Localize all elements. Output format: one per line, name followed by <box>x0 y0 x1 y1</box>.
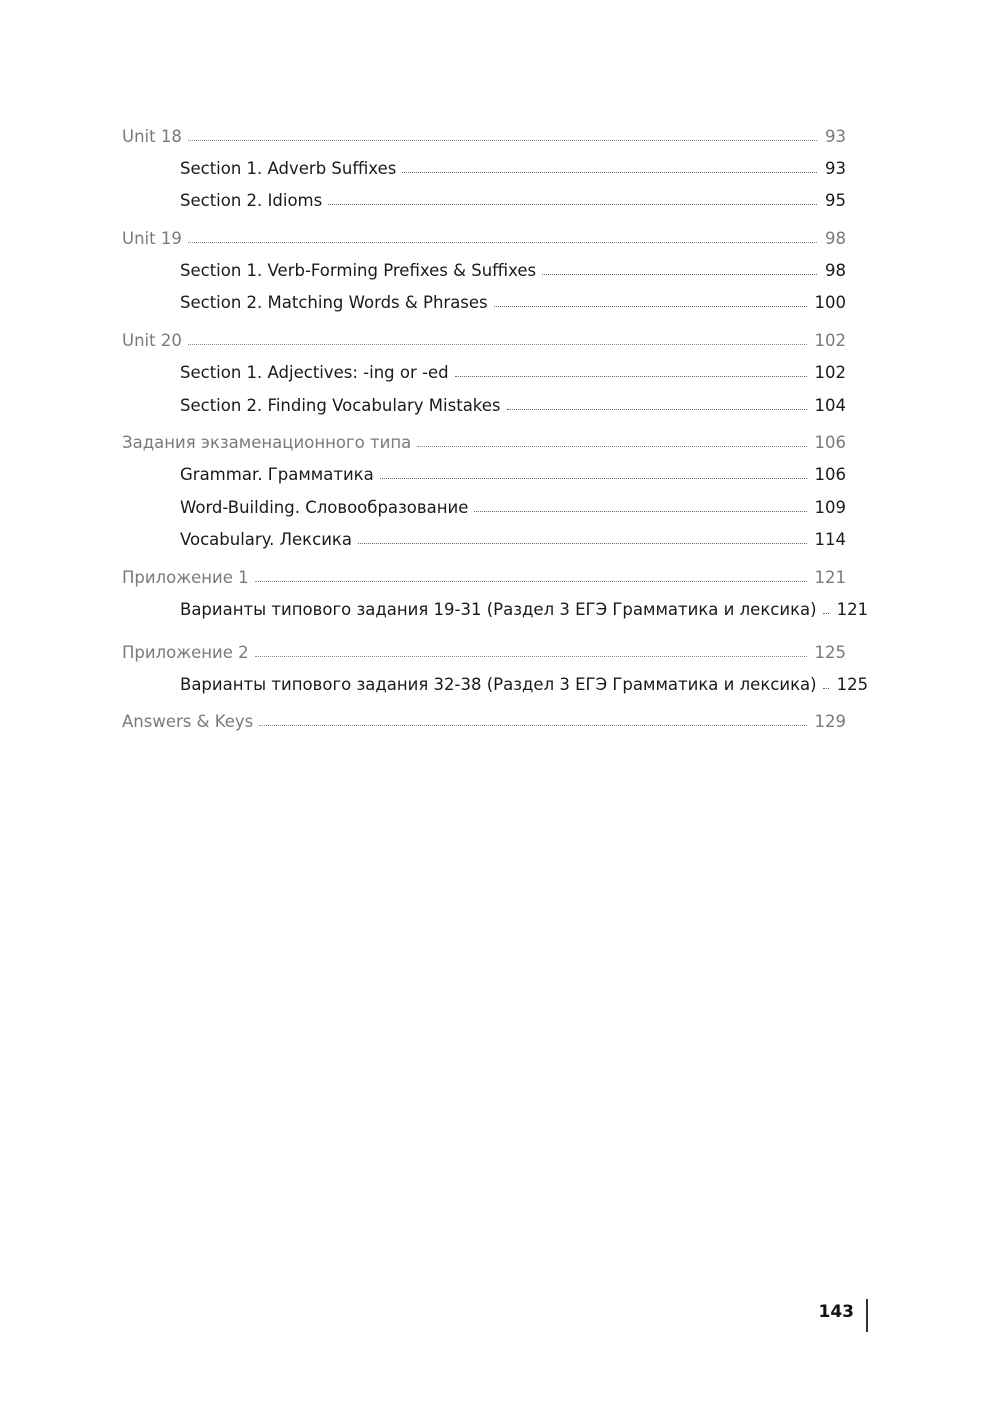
toc-entry-page: 106 <box>814 465 846 484</box>
dot-leader <box>188 340 807 345</box>
toc-entry-page: 106 <box>814 433 846 452</box>
toc-entry-page: 95 <box>825 191 846 210</box>
toc-entry-page: 125 <box>814 643 846 662</box>
toc-entry-page: 129 <box>814 712 846 731</box>
toc-entry-exam-tasks[interactable] <box>122 431 846 455</box>
toc-entry-page: 109 <box>814 498 846 517</box>
toc-entry-label: Grammar. Грамматика <box>180 465 374 484</box>
toc-entry-label: Задания экзаменационного типа <box>122 433 412 452</box>
toc-entry-label: Section 1. Adjectives: -ing or -ed <box>180 363 449 382</box>
toc-entry-page: 121 <box>836 600 869 619</box>
toc-entry-label: Приложение 2 <box>122 643 249 662</box>
page-number-divider <box>866 1299 868 1332</box>
dot-leader <box>507 405 807 410</box>
dot-leader <box>823 684 829 689</box>
toc-entry-page: 102 <box>814 363 846 382</box>
toc-entry-idioms[interactable] <box>180 189 846 213</box>
toc-entry-label: Word-Building. Словообразование <box>180 498 469 517</box>
toc-entry-page: 98 <box>825 229 846 248</box>
toc-entry-page: 93 <box>825 159 846 178</box>
toc-entry-page: 102 <box>814 331 846 350</box>
toc-entry-page: 98 <box>825 261 846 280</box>
dot-leader <box>188 238 817 243</box>
dot-leader <box>380 474 807 479</box>
toc-entry-label: Section 1. Adverb Suffixes <box>180 159 397 178</box>
dot-leader <box>417 442 806 447</box>
toc-entry-unit-20[interactable] <box>122 329 846 353</box>
toc-entry-page: 104 <box>814 396 846 415</box>
dot-leader <box>402 168 817 173</box>
dot-leader <box>255 652 807 657</box>
toc-entry-verb-forming[interactable] <box>180 259 846 283</box>
toc-entry-matching-words[interactable] <box>180 291 846 315</box>
toc-entry-task-variants-32-38[interactable] <box>180 673 869 697</box>
toc-entry-appendix-2[interactable] <box>122 641 846 665</box>
dot-leader <box>259 721 806 726</box>
toc-entry-page: 114 <box>814 530 846 549</box>
toc-entry-label: Vocabulary. Лексика <box>180 530 352 549</box>
toc-entry-label: Section 2. Finding Vocabulary Mistakes <box>180 396 501 415</box>
dot-leader <box>358 539 807 544</box>
toc-entry-vocabulary-mistakes[interactable] <box>180 394 846 418</box>
dot-leader <box>542 270 817 275</box>
toc-entry-label: Приложение 1 <box>122 568 249 587</box>
toc-entry-adverb-suffixes[interactable] <box>180 157 846 181</box>
toc-entry-page: 93 <box>825 127 846 146</box>
dot-leader <box>255 577 807 582</box>
dot-leader <box>474 507 806 512</box>
toc-entry-label: Answers & Keys <box>122 712 254 731</box>
dot-leader <box>328 200 817 205</box>
dot-leader <box>455 372 807 377</box>
dot-leader <box>823 609 829 614</box>
dot-leader <box>494 302 807 307</box>
toc-entry-page: 121 <box>814 568 846 587</box>
toc-entry-label: Варианты типового задания 32-38 (Раздел 3 ЕГЭ Грамматика и лексика) <box>180 675 817 694</box>
toc-entry-appendix-1[interactable] <box>122 566 846 590</box>
toc-entry-word-building[interactable] <box>180 496 846 520</box>
toc-entry-task-variants-19-31[interactable] <box>180 598 869 622</box>
toc-entry-label: Unit 18 <box>122 127 182 146</box>
page-number: 143 <box>818 1302 854 1322</box>
toc-entry-label: Section 2. Matching Words & Phrases <box>180 293 488 312</box>
toc-entry-unit-19[interactable] <box>122 227 846 251</box>
toc-entry-label: Section 1. Verb-Forming Prefixes & Suffixes <box>180 261 537 280</box>
toc-entry-vocabulary[interactable] <box>180 528 846 552</box>
toc-entry-adjectives[interactable] <box>180 361 846 385</box>
toc-entry-label: Unit 19 <box>122 229 182 248</box>
toc-entry-label: Варианты типового задания 19-31 (Раздел 3 ЕГЭ Грамматика и лексика) <box>180 600 817 619</box>
toc-entry-unit-18[interactable] <box>122 125 846 149</box>
toc-entry-page: 100 <box>814 293 846 312</box>
toc-entry-grammar[interactable] <box>180 463 846 487</box>
toc-entry-answers-keys[interactable] <box>122 710 846 734</box>
toc-entry-page: 125 <box>836 675 869 694</box>
toc-entry-label: Section 2. Idioms <box>180 191 323 210</box>
dot-leader <box>188 136 817 141</box>
toc-entry-label: Unit 20 <box>122 331 182 350</box>
